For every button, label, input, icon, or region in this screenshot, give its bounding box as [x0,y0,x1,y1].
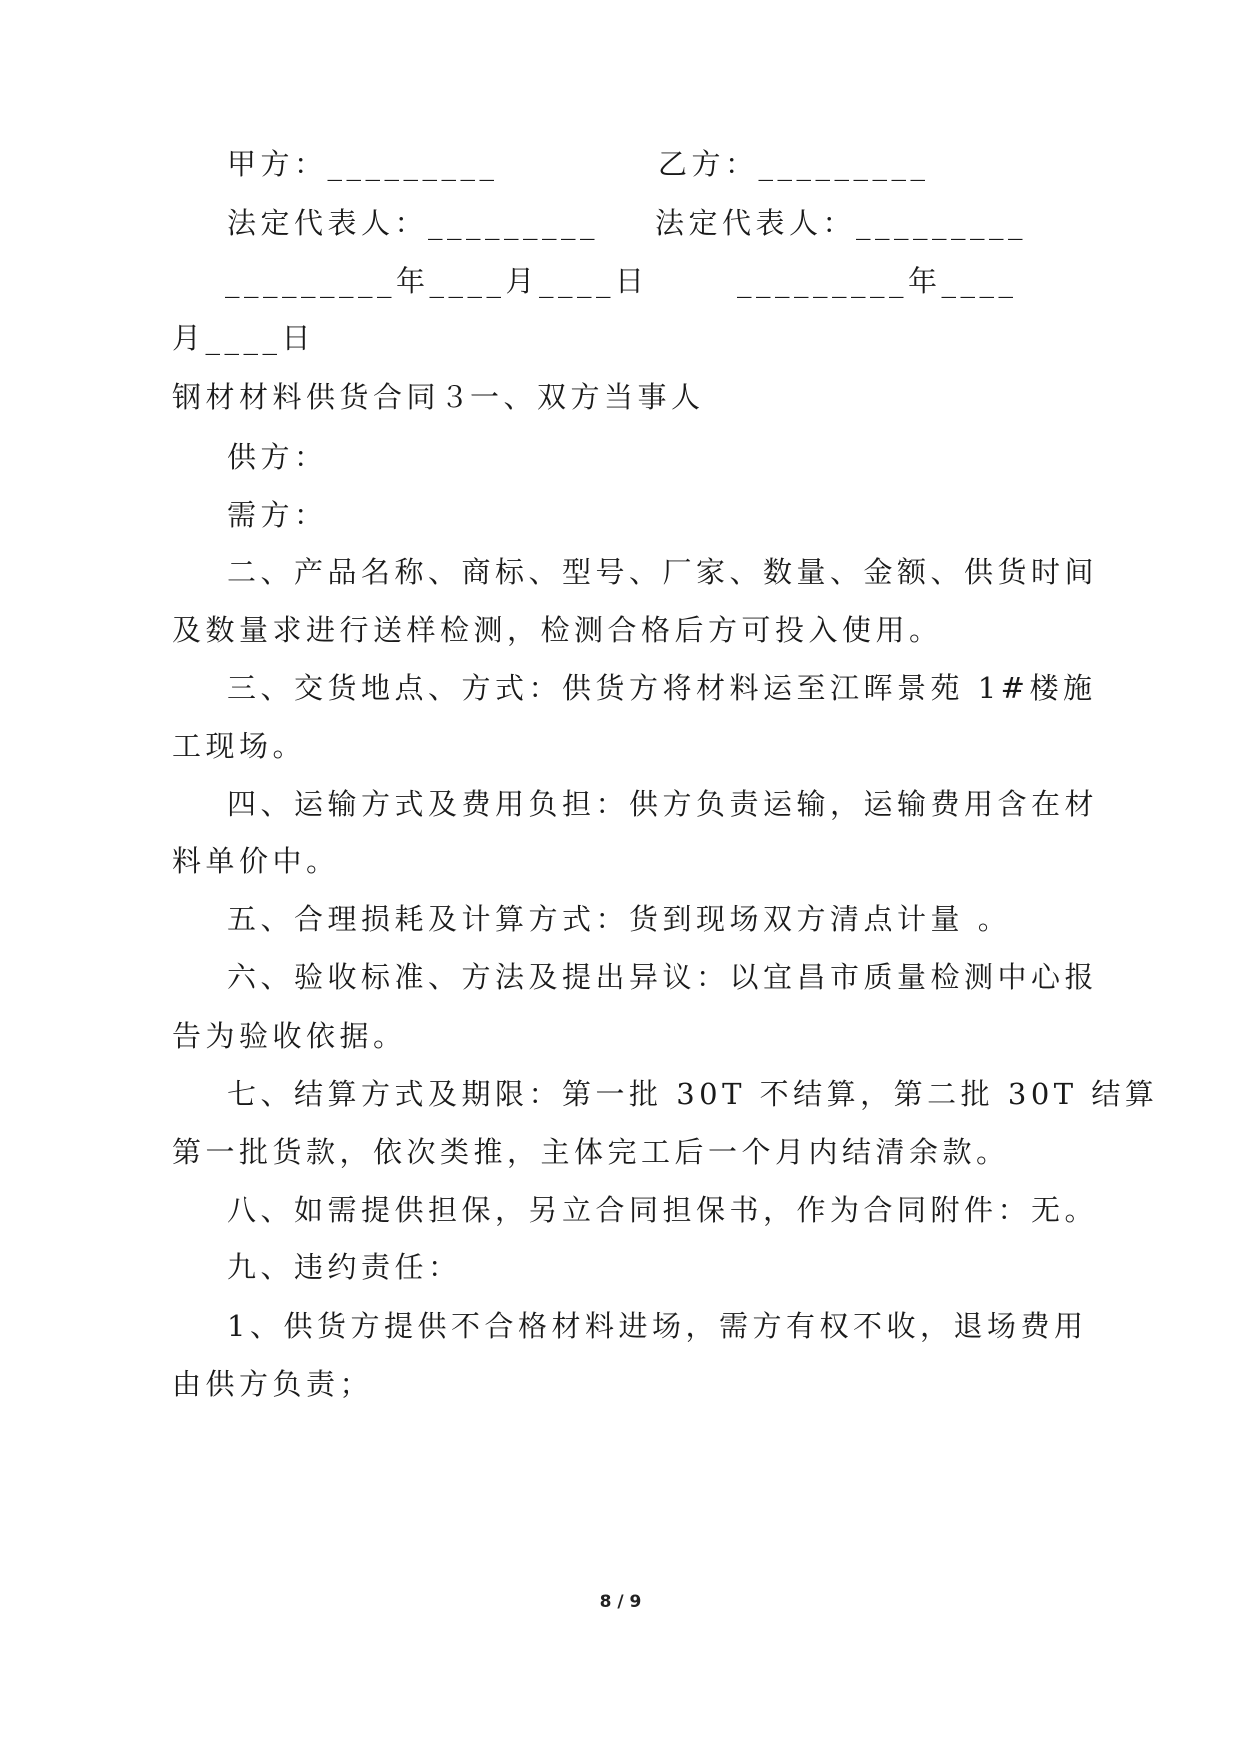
section-9-item-1-line-1: 1、供货方提供不合格材料进场，需方有权不收，退场费用 [227,1309,1088,1343]
party-a-date-line: _________年____月____日 [225,264,649,298]
party-b-line: 乙方：_________ [658,147,930,181]
buyer-field: 需方： [227,498,328,532]
section-5-line: 五、合理损耗及计算方式：货到现场双方清点计量 。 [227,902,1012,936]
section-7-line-2: 第一批货款，依次类推，主体完工后一个月内结清余款。 [172,1135,1010,1169]
section-7-line-1: 七、结算方式及期限：第一批 30T 不结算，第二批 30T 结算 [227,1077,1159,1111]
section-9-heading: 九、违约责任： [227,1250,462,1284]
section-4-line-2: 料单价中。 [172,844,340,878]
section-9-item-1-line-2: 由供方负责； [172,1367,374,1401]
party-b-date-line: _________年____ [737,264,1018,298]
supplier-field: 供方： [227,440,328,474]
section-1-heading: 一、双方当事人 [470,380,705,414]
section-2-line-2: 及数量求进行送样检测，检测合格后方可投入使用。 [172,613,943,647]
section-6-line-2: 告为验收依据。 [172,1019,407,1053]
page-number: 8 / 9 [599,1592,642,1612]
party-a-representative-line: 法定代表人：_________ [227,206,600,240]
party-a-line: 甲方：_________ [227,147,499,181]
party-b-date-continuation: 月____日 [172,321,316,355]
section-3-line-2: 工现场。 [172,729,307,763]
section-3-line-1: 三、交货地点、方式：供货方将材料运至江晖景苑 1#楼施 [227,671,1097,705]
party-b-representative-line: 法定代表人：_________ [655,206,1028,240]
section-4-line-1: 四、运输方式及费用负担：供方负责运输，运输费用含在材 [227,787,1099,821]
section-6-line-1: 六、验收标准、方法及提出异议：以宜昌市质量检测中心报 [227,960,1099,994]
contract-title: 钢材材料供货合同３ [172,380,474,414]
section-2-line-1: 二、产品名称、商标、型号、厂家、数量、金额、供货时间 [227,555,1099,589]
section-8-line: 八、如需提供担保，另立合同担保书，作为合同附件：无。 [227,1193,1099,1227]
